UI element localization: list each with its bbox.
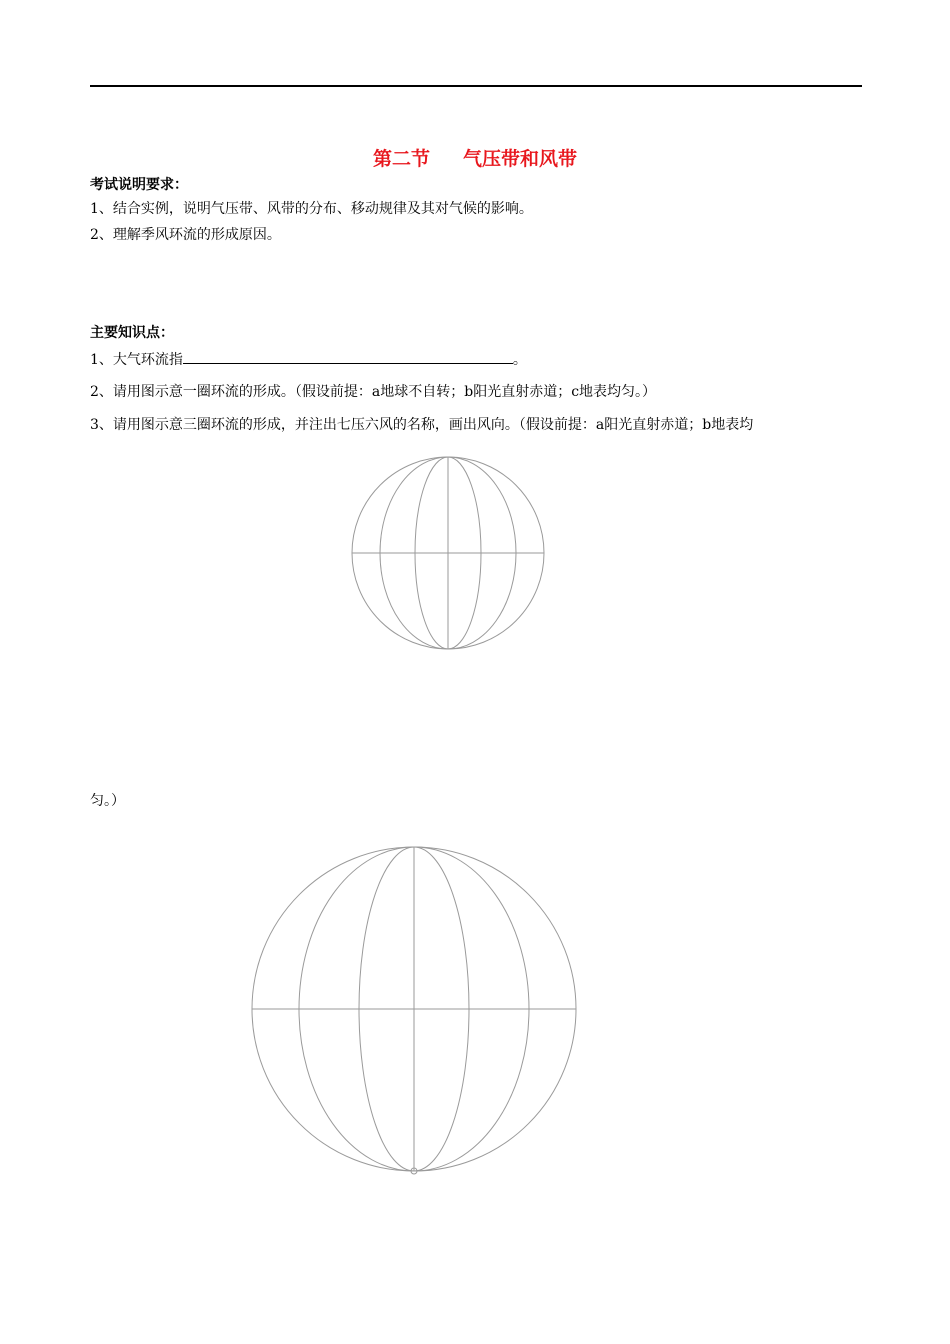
title-section: 第二节	[372, 148, 430, 170]
exam-item-1: 1、结合实例，说明气压带、风带的分布、移动规律及其对气候的影响。	[90, 201, 533, 217]
question-1-text: 1、大气环流指	[90, 352, 183, 368]
question-1	[90, 349, 527, 371]
exam-requirements-heading: 考试说明要求：	[90, 177, 188, 193]
header-rule	[90, 85, 862, 87]
page-title	[0, 145, 950, 173]
knowledge-heading: 主要知识点：	[90, 325, 174, 341]
question-3-continued: 匀。）	[90, 793, 125, 809]
question-2: 2、请用图示意一圈环流的形成。（假设前提：a地球不自转；b阳光直射赤道；c地表均匀。）	[90, 384, 657, 400]
globe-diagram-large	[251, 846, 581, 1176]
exam-item-2: 2、理解季风环流的形成原因。	[90, 227, 281, 243]
title-topic: 气压带和风带	[463, 148, 578, 170]
question-3: 3、请用图示意三圈环流的形成，并注出七压六风的名称，画出风向。（假设前提：a阳光直射赤道；b地表均	[90, 417, 754, 433]
answer-blank[interactable]	[183, 349, 513, 364]
question-1-period: 。	[512, 352, 527, 368]
globe-diagram-small	[350, 455, 546, 651]
